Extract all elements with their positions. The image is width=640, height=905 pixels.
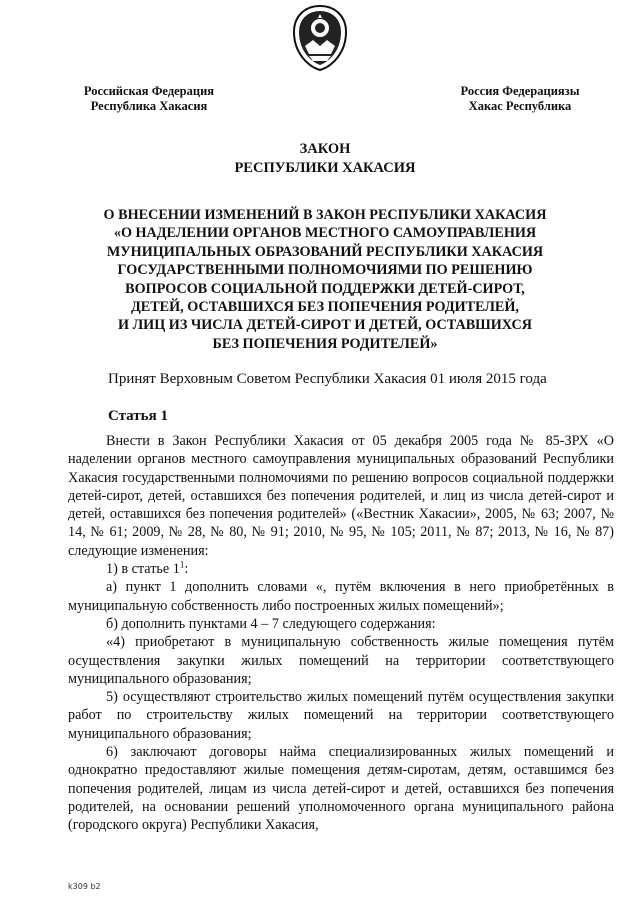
- paragraph-subitem-a: а) пункт 1 дополнить словами «, путём включения в него приобретённых в муниципальную собственность либо построенных жилых помещений»;: [68, 579, 614, 614]
- law-title-line: ГОСУДАРСТВЕННЫМИ ПОЛНОМОЧИЯМИ ПО РЕШЕНИЮ: [117, 262, 533, 279]
- article-heading: Статья 1: [108, 408, 168, 424]
- paragraph-item-1: [68, 560, 614, 578]
- paragraph-subitem-b: б) дополнить пунктами 4 – 7 следующего содержания:: [106, 615, 436, 632]
- header-left: [70, 84, 228, 114]
- law-heading-line1: ЗАКОН: [299, 141, 351, 157]
- law-title-line: ВОПРОСОВ СОЦИАЛЬНОЙ ПОДДЕРЖКИ ДЕТЕЙ-СИРОТ,: [125, 280, 525, 297]
- paragraph-point-4: «4) приобретают в муниципальную собственность жилые помещения путём осуществления закупки жилых помещений на территории соответствующего муниципального образования;: [68, 634, 614, 687]
- item-1-tail: :: [184, 561, 189, 578]
- coat-of-arms-emblem: [291, 4, 349, 72]
- item-1-text: 1) в статье 1: [106, 561, 180, 578]
- paragraph-point-6: 6) заключают договоры найма специализированных жилых помещений и однократно предоставляют жилые помещения детям-сиротам, детям, оставшимся без попечения родителей, лицам из числа детей-сирот и детей, оставшихся без попечения родителей, на основании решений уполномоченного органа муниципального района (городского округа) Республики Хакасия,: [68, 744, 614, 834]
- header-right: [436, 84, 604, 114]
- law-heading-line2: РЕСПУБЛИКИ ХАКАСИЯ: [234, 160, 416, 176]
- law-title-line: «О НАДЕЛЕНИИ ОРГАНОВ МЕСТНОГО САМОУПРАВЛЕНИЯ: [113, 225, 537, 242]
- item-1-superscript: 1: [179, 559, 185, 570]
- law-title: [60, 206, 590, 353]
- law-heading: [60, 140, 590, 178]
- law-title-line: ДЕТЕЙ, ОСТАВШИХСЯ БЕЗ ПОПЕЧЕНИЯ РОДИТЕЛЕЙ,: [131, 299, 519, 316]
- paragraph-point-5: 5) осуществляют строительство жилых помещений путём осуществления закупки работ по строительству жилых помещений на территории соответствующего муниципального образования;: [68, 689, 614, 742]
- header-left-line2: Республика Хакасия: [90, 99, 208, 113]
- law-title-line: О ВНЕСЕНИИ ИЗМЕНЕНИЙ В ЗАКОН РЕСПУБЛИКИ ХАКАСИЯ: [103, 207, 547, 223]
- paragraph-intro: Внести в Закон Республики Хакасия от 05 декабря 2005 года № 85-ЗРХ «О наделении органов местного самоуправления муниципальных образований Республики Хакасия государственными полномочиями по решению вопросов социальной поддержки детей-сирот, детей, оставшихся без попечения родителей, и лиц из числа детей-сирот и детей, оставшихся без попечения родителей» («Вестник Хакасии», 2005, № 63; 2007, № 14, № 61; 2009, № 28, № 80, № 91; 2010, № 95, № 105; 2011, № 87; 2013, № 16, № 87) следующие изменения:: [68, 433, 614, 559]
- law-title-line: И ЛИЦ ИЗ ЧИСЛА ДЕТЕЙ-СИРОТ И ДЕТЕЙ, ОСТАВШИХСЯ: [118, 317, 532, 334]
- adoption-statement: Принят Верховным Советом Республики Хакасия 01 июля 2015 года: [108, 371, 547, 387]
- law-title-line: МУНИЦИПАЛЬНЫХ ОБРАЗОВАНИЙ РЕСПУБЛИКИ ХАКАСИЯ: [106, 243, 544, 260]
- law-title-line: БЕЗ ПОПЕЧЕНИЯ РОДИТЕЛЕЙ»: [212, 335, 438, 352]
- header-right-line2: Хакас Республика: [468, 99, 572, 113]
- article-body: [68, 432, 614, 835]
- header-left-line1: Российская Федерация: [83, 84, 215, 98]
- page-footer-code: k309 b2: [68, 882, 101, 891]
- header-right-line1: Россия Федерациязы: [460, 84, 580, 98]
